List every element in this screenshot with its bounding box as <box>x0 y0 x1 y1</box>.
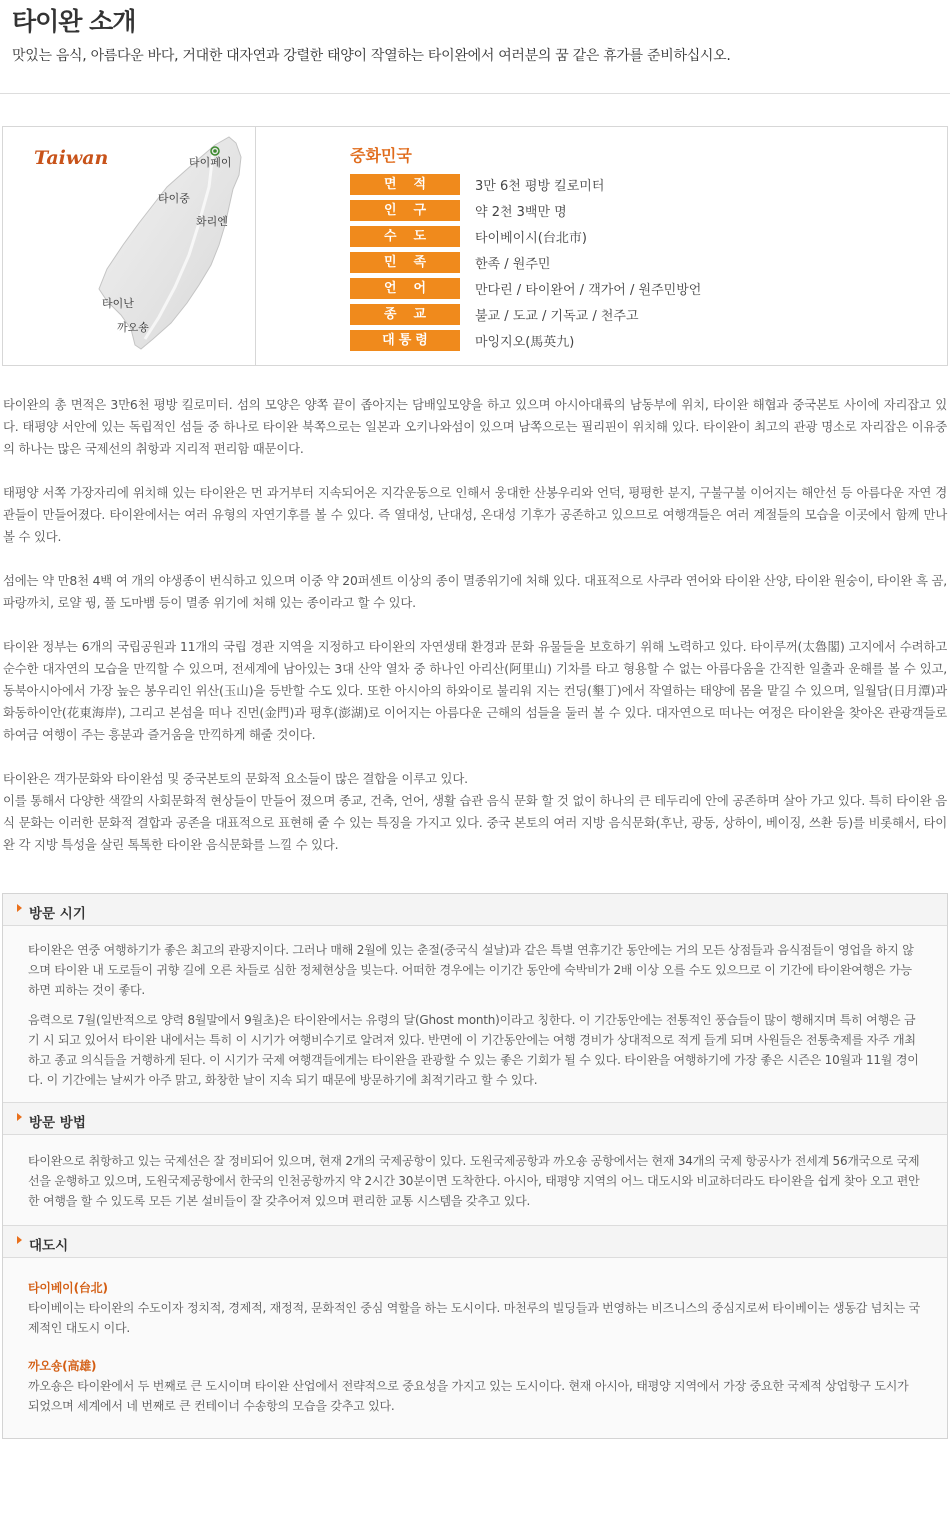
fact-row <box>350 197 701 223</box>
fact-value: 한족 / 원주민 <box>475 256 551 272</box>
section-paragraph: 음력으로 7월(일반적으로 양력 8월말에서 9월초)은 타이완에서는 유령의 달(Ghost month)이라고 칭한다. 이 기간동안에는 전통적인 풍습들이 많이 행해지며 특히 여행은 금기 시 되고 있어서 타이완 내에서는 특히 이 시기가 여행비수기로 알려져 있다. 반면에 이 기간동안에는 여행 경비가 상대적으로 적게 들게 되며 사원들은 전통축제를 자주 개최하고 종교 의식들을 거행하게 된다. 이 시기가 국제 여행객들에게는 타이완을 관광할 수 있는 좋은 기회가 될 수 있다. 타이완을 여행하기에 가장 좋은 시즌은 10월과 11월 경이다. 이 기간에는 날씨가 아주 맑고, 화창한 날이 지속 되기 때문에 방문하기에 최적기라고 할 수 있다. <box>28 1013 919 1087</box>
fact-label: 종교 <box>350 304 460 325</box>
section-header-visit-method <box>3 1103 947 1135</box>
intro-paragraph: 섬에는 약 만8천 4백 여 개의 야생종이 번식하고 있으며 이중 약 20퍼센트 이상의 종이 멸종위기에 처해 있다. 대표적으로 사쿠라 연어와 타이완 산양, 타이완 원숭이, 타이완 흑 곰, 파랑까치, 로얄 꿩, 풀 도마뱀 등이 멸종 위기에 처해 있는 종이라고 할 수 있다. <box>3 573 947 610</box>
city-description: 타이베이는 타이완의 수도이자 정치적, 경제적, 재정적, 문화적인 중심 역할을 하는 도시이다. 마천루의 빌딩들과 번영하는 비즈니스의 중심지로써 타이베이는 생동감 넘치는 국제적인 대도시 이다. <box>28 1301 920 1335</box>
fact-label: 수도 <box>350 226 460 247</box>
map-title: Taiwan <box>34 147 109 169</box>
section-title: 방문 방법 <box>29 1115 86 1131</box>
intro-paragraph: 타이완의 총 면적은 3만6천 평방 킬로미터. 섬의 모양은 양쪽 끝이 좁아지는 담배잎모양을 하고 있으며 아시아대륙의 남동부에 위치, 타이완 해협과 중국본토 사이에 자리잡고 있다. 태평양 서안에 있는 독립적인 섬들 중 하나로 타이완 북쪽으로는 일본과 오키나와섬이 있으며 남쪽으로는 필리핀이 위치해 있다. 타이완이 최고의 관광 명소로 자리잡은 이유중의 하나는 많은 국제선의 취항과 지리적 편리함 때문이다. <box>3 397 947 456</box>
fact-row <box>350 249 701 275</box>
section-paragraph: 타이완은 연중 여행하기가 좋은 최고의 관광지이다. 그러나 매해 2월에 있는 춘절(중국식 설날)과 같은 특별 연휴기간 동안에는 거의 모든 상점들과 음식점들이 영업을 하지 않으며 타이완 내 도로들이 귀향 길에 오른 차들로 심한 정체현상을 빚는다. 어떠한 경우에는 이기간 동안에 숙박비가 2배 이상 오를 수도 있으므로 이 기간에 타이완여행은 가능하면 피하는 것이 좋다. <box>28 943 914 997</box>
arrow-icon <box>17 1113 22 1121</box>
country-name: 중화민국 <box>350 146 412 165</box>
intro-paragraph: 이를 통해서 다양한 색깔의 사회문화적 현상들이 만들어 졌으며 종교, 건축, 언어, 생활 습관 음식 문화 할 것 없이 하나의 큰 테두리에 안에 공존하며 살아 가고 있다. 특히 타이완 음식 문화는 이러한 문화적 결합과 공존을 대표적으로 표현해 줄 수 있는 특징을 가지고 있다. 중국 본토의 여러 지방 음식문화(후난, 광동, 상하이, 베이징, 쓰촨 등)를 비롯해서, 타이완 각 지방 특성을 살린 톡톡한 타이완 음식문화를 느낄 수 있다. <box>3 793 947 852</box>
fact-label: 언어 <box>350 278 460 299</box>
fact-row <box>350 301 701 327</box>
map-label-tainan: 타이난 <box>102 297 134 310</box>
fact-row <box>350 171 701 197</box>
fact-label: 대통령 <box>350 330 460 351</box>
fact-value: 마잉지오(馬英九) <box>475 334 575 350</box>
fact-row <box>350 275 701 301</box>
fact-value: 불교 / 도교 / 기독교 / 천주고 <box>475 308 639 324</box>
section-body-big-cities <box>3 1258 947 1438</box>
fact-label: 민족 <box>350 252 460 273</box>
fact-value: 만다린 / 타이완어 / 객가어 / 원주민방언 <box>475 282 702 298</box>
fact-value: 타이베이시(台北市) <box>475 230 587 246</box>
fact-label: 면적 <box>350 174 460 195</box>
section-body-visit-method <box>3 1135 947 1225</box>
arrow-icon <box>17 904 22 912</box>
intro-paragraph: 타이완 정부는 6개의 국립공원과 11개의 국립 경관 지역을 지정하고 타이완의 자연생태 환경과 문화 유물들을 보호하기 위해 노력하고 있다. 타이루꺼(太魯閣) 고지에서 수려하고 순수한 대자연의 모습을 만끽할 수 있으며, 전세계에 남아있는 3대 산악 열차 중 하나인 아리산(阿里山) 기차를 타고 형용할 수 없는 아름다움을 간직한 일출과 운해를 볼 수 있고, 동북아시아에서 가장 높은 봉우리인 위산(玉山)을 등반할 수도 있다. 또한 아시아의 하와이로 불리워 지는 컨딩(墾丁)에서 작열하는 태양에 몸을 맡길 수 있으며, 일월담(日月潭)과 화동하이안(花東海岸), 그리고 본섬을 떠나 진먼(金門)과 평후(澎湖)로 이어지는 아름다운 근해의 섬들을 둘러 볼 수 있다. 대자연으로 떠나는 여정은 타이완을 찾아온 관광객들로 하여금 여행이 주는 흥분과 즐거움을 만끽하게 해줄 것이다. <box>3 639 947 742</box>
city-description: 까오숑은 타이완에서 두 번째로 큰 도시이며 타이완 산업에서 전략적으로 중요성을 가지고 있는 도시이다. 현재 아시아, 태평양 지역에서 가장 중요한 국제적 상업항구 도시가 되었으며 세계에서 네 번째로 큰 컨테이너 수송항의 모습을 갖추고 있다. <box>28 1379 909 1413</box>
section-header-big-cities <box>3 1226 947 1258</box>
section-header-visit-time <box>3 894 947 926</box>
section-title: 방문 시기 <box>29 906 86 922</box>
country-info-box <box>2 126 948 366</box>
arrow-icon <box>17 1236 22 1244</box>
section-body-visit-time <box>3 926 947 1102</box>
divider <box>0 93 950 94</box>
map-label-taipei: 타이페이 <box>189 156 232 169</box>
fact-value: 3만 6천 평방 킬로미터 <box>475 178 605 194</box>
fact-label: 인구 <box>350 200 460 221</box>
section-paragraph: 타이완으로 취항하고 있는 국제선은 잘 정비되어 있으며, 현재 2개의 국제공항이 있다. 도원국제공항과 까오숑 공항에서는 현재 34개의 국제 항공사가 전세계 56개국으로 국제선을 운행하고 있으며, 도원국제공항에서 한국의 인천공항까지 약 2시간 30분이면 도착한다. 아시아, 태평양 지역의 어느 대도시와 비교하더라도 타이완을 쉽게 찾아 오고 편안한 여행을 할 수 있도록 모든 기본 설비들이 잘 갖추어져 있으며 편리한 교통 시스템을 갖추고 있다. <box>28 1154 920 1208</box>
section-title: 대도시 <box>29 1238 69 1254</box>
map-label-taichung: 타이중 <box>158 192 190 205</box>
travel-info-box <box>2 893 948 1439</box>
page-title: 타이완 소개 <box>12 7 136 36</box>
intro-paragraph: 타이완은 객가문화와 타이완섬 및 중국본토의 문화적 요소들이 많은 결합을 이루고 있다. <box>3 771 468 786</box>
city-name-kaohsiung: 까오숑(高雄) <box>28 1359 97 1373</box>
map-label-kaohsiung: 까오숑 <box>117 321 149 334</box>
fact-value: 약 2천 3백만 명 <box>475 204 567 220</box>
page-lead: 맛있는 음식, 아름다운 바다, 거대한 대자연과 강렬한 태양이 작열하는 타이완에서 여러분의 꿈 같은 휴가를 준비하십시오. <box>12 48 731 64</box>
country-facts <box>350 143 701 353</box>
fact-row <box>350 223 701 249</box>
taiwan-map <box>3 127 256 365</box>
intro-paragraph: 태평양 서쪽 가장자리에 위치해 있는 타이완은 먼 과거부터 지속되어온 지각운동으로 인해서 웅대한 산봉우리와 언덕, 평평한 분지, 구불구불 이어지는 해안선 등 아름다운 자연 경관들이 만들어졌다. 타이완에서는 여러 유형의 자연기후를 볼 수 있다. 즉 열대성, 난대성, 온대성 기후가 공존하고 있으므로 여행객들은 여러 계절들의 모습을 이곳에서 함께 만나 볼 수 있다. <box>3 485 947 544</box>
fact-row <box>350 327 701 353</box>
map-label-hualien: 화리엔 <box>196 215 228 228</box>
city-name-taipei: 타이베이(台北) <box>28 1281 108 1295</box>
